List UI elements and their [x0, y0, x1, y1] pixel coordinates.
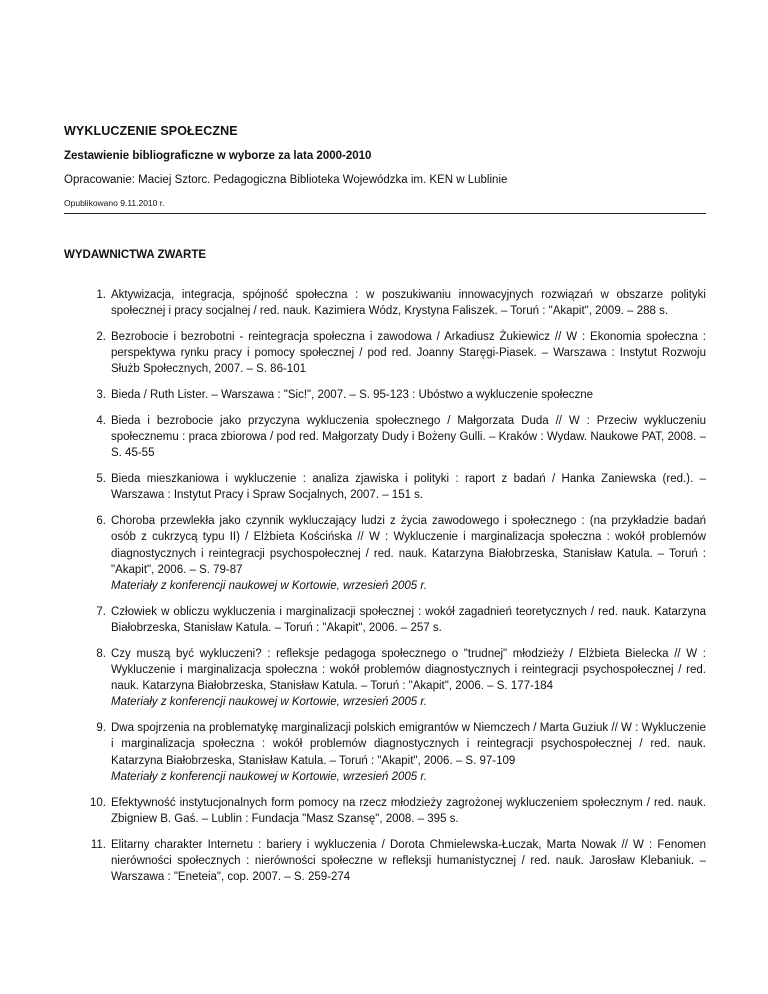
entry-text: Bieda i bezrobocie jako przyczyna wykluczenia społecznego / Małgorzata Duda // W : Przeciw wykluczeniu społecznemu : praca zbiorowa / pod red. Małgorzaty Dudy i Bożeny Gulli. – Kraków : Wydaw. Naukowe PAT, 2008. – S. 45-55 [111, 415, 706, 460]
entry-text: Elitarny charakter Internetu : bariery i wykluczenia / Dorota Chmielewska-Łuczak, Marta Nowak // W : Fenomen nierówności społecznych : nierówności społeczne w refleksji humanistycznej / red. nauk. Jarosław Klebaniuk. – Warszawa : "Eneteia", cop. 2007. – S. 259-274 [111, 838, 706, 884]
document-title: WYKLUCZENIE SPOŁECZNE [64, 124, 238, 138]
bibliography-entry [64, 795, 706, 827]
entry-note: Materiały z konferencji naukowej w Kortowie, wrzesień 2005 r. [111, 580, 427, 593]
entry-text: Dwa spojrzenia na problematykę marginalizacji polskich emigrantów w Niemczech / Marta Guziuk // W : Wykluczenie i marginalizacja społeczna : wokół problemów diagnostycznych i reintegracji psychospołecznej / red. nauk. Katarzyna Białobrzeska, Stanisław Katula. – Toruń : "Akapit", 2006. – S. 97-109 [111, 722, 706, 767]
bibliography-entry [64, 413, 706, 462]
entry-text: Aktywizacja, integracja, spójność społeczna : w poszukiwaniu innowacyjnych rozwiązań w obszarze polityki społecznej i pracy socjalnej / red. nauk. Kazimiera Wódz, Krystyna Faliszek. – Toruń : "Akapit", 2009. – 288 s. [111, 289, 706, 318]
entry-number: 7. [96, 605, 106, 618]
entry-number: 8. [96, 647, 106, 660]
entry-text: Choroba przewlekła jako czynnik wykluczający ludzi z życia zawodowego i społecznego : (na przykładzie badań osób z cukrzycą typu II) / Elżbieta Kościńska // W : Wykluczenie i marginalizacja społeczna : wokół problemów diagnostycznych i reintegracji psychospołecznej / red. nauk. Katarzyna Białobrzeska, Stanisław Katula. – Toruń : "Akapit", 2006. – S. 79-87 [111, 515, 706, 576]
entry-number: 5. [96, 473, 106, 486]
entry-number: 1. [96, 289, 106, 301]
entry-number: 9. [96, 722, 106, 735]
prepared-by: Opracowanie: Maciej Sztorc. Pedagogiczna Biblioteka Wojewódzka im. KEN w Lublinie [64, 174, 508, 186]
section-title: WYDAWNICTWA ZWARTE [64, 249, 207, 261]
entry-text: Efektywność instytucjonalnych form pomocy na rzecz młodzieży zagrożonej wykluczeniem społecznym / red. nauk. Zbigniew B. Gaś. – Lublin : Fundacja "Masz Szansę", 2008. – 395 s. [111, 796, 706, 825]
bibliography-entry [64, 837, 706, 886]
entry-text: Bieda mieszkaniowa i wykluczenie : analiza zjawiska i polityki : raport z badań / Hanka Zaniewska (red.). – Warszawa : Instytut Pracy i Spraw Socjalnych, 2007. – 151 s. [111, 473, 706, 502]
entry-text: Bieda / Ruth Lister. – Warszawa : "Sic!", 2007. – S. 95-123 : Ubóstwo a wykluczenie społeczne [111, 389, 594, 402]
entry-text: Czy muszą być wykluczeni? : refleksje pedagoga społecznego o "trudnej" młodzieży / Elżbieta Bielecka // W : Wykluczenie i marginalizacja społeczna : wokół problemów diagnostycznych i reintegracji psychospołecznej / red. nauk. Katarzyna Białobrzeska, Stanisław Katula. – Toruń : "Akapit", 2006. – S. 177-184 [111, 647, 706, 693]
entry-number: 11. [90, 838, 106, 851]
bibliography-entry [64, 287, 706, 319]
bibliography-entry [64, 604, 706, 636]
entry-text: Bezrobocie i bezrobotni - reintegracja społeczna i zawodowa / Arkadiusz Żukiewicz // W : Ekonomia społeczna : perspektywa rynku pracy i pomocy społecznej / pod red. Joanny Staręgi-Piasek. – Warszawa : Instytut Rozwoju Służb Społecznych, 2007. – S. 86-101 [111, 331, 706, 376]
entry-number: 10. [90, 796, 106, 809]
entry-note: Materiały z konferencji naukowej w Kortowie, wrzesień 2005 r. [111, 770, 427, 783]
entry-number: 6. [96, 515, 106, 528]
entry-number: 2. [96, 331, 106, 343]
bibliography-entry [64, 387, 706, 403]
bibliography-entry [64, 513, 706, 594]
entry-text: Człowiek w obliczu wykluczenia i marginalizacji społecznej : wokół zagadnień teoretycznych / red. nauk. Katarzyna Białobrzeska, Stanisław Katula. – Toruń : "Akapit", 2006. – 257 s. [111, 605, 706, 635]
bibliography-entry [64, 329, 706, 378]
entry-number: 3. [96, 389, 106, 402]
bibliography-entry [64, 471, 706, 503]
header-divider [64, 213, 706, 214]
entry-number: 4. [96, 415, 106, 427]
bibliography-list [64, 287, 706, 895]
bibliography-entry [64, 720, 706, 785]
bibliography-entry [64, 646, 706, 711]
entry-note: Materiały z konferencji naukowej w Kortowie, wrzesień 2005 r. [111, 696, 427, 709]
document-subtitle: Zestawienie bibliograficzne w wyborze za lata 2000-2010 [64, 150, 372, 162]
published-date: Opublikowano 9.11.2010 r. [64, 198, 165, 208]
